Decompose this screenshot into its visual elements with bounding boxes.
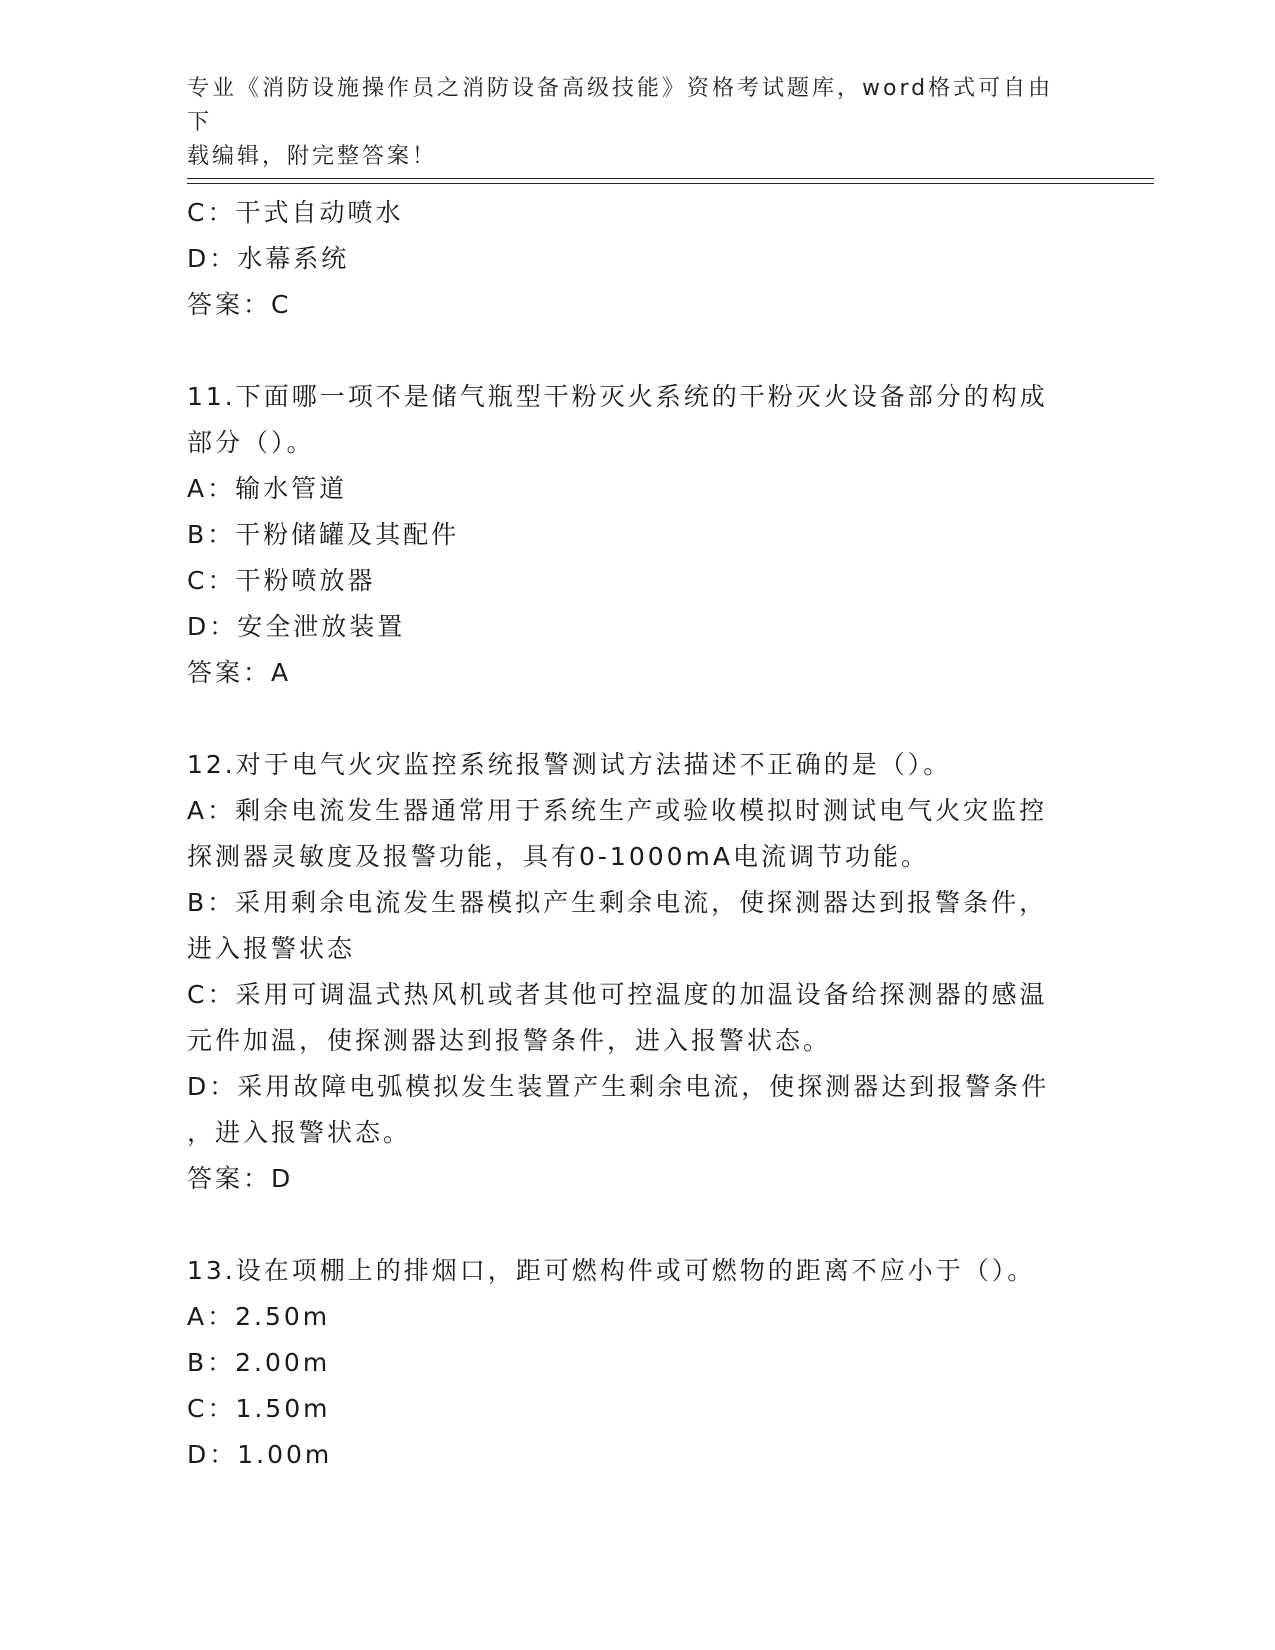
q13-stem: 13.设在项棚上的排烟口，距可燃构件或可燃物的距离不应小于（）。 xyxy=(187,1256,1036,1285)
q11-stem-line-2: 部分（）。 xyxy=(187,428,315,457)
q12-option-a-line-2: 探测器灵敏度及报警功能，具有0-1000mA电流调节功能。 xyxy=(187,842,930,871)
q12-stem: 12.对于电气火灾监控系统报警测试方法描述不正确的是（）。 xyxy=(187,750,952,779)
question-10 xyxy=(187,190,1087,328)
q13-option-d: D：1.00m xyxy=(187,1440,333,1469)
q11-answer: 答案：A xyxy=(187,658,292,687)
header-divider-top xyxy=(187,178,1154,179)
q11-option-b: B：干粉储罐及其配件 xyxy=(187,520,460,549)
q13-option-a: A：2.50m xyxy=(187,1302,331,1331)
question-content xyxy=(187,190,1087,1478)
q12-option-d-line-2: ，进入报警状态。 xyxy=(187,1118,412,1147)
q12-option-c-line-2: 元件加温，使探测器达到报警条件，进入报警状态。 xyxy=(187,1026,832,1055)
q11-option-d: D：安全泄放装置 xyxy=(187,612,406,641)
q12-option-c-line-1: C：采用可调温式热风机或者其他可控温度的加温设备给探测器的感温 xyxy=(187,980,1048,1009)
q13-option-c: C：1.50m xyxy=(187,1394,331,1423)
q12-option-b-line-2: 进入报警状态 xyxy=(187,934,356,963)
q10-option-c: C：干式自动喷水 xyxy=(187,198,404,227)
q10-option-d: D：水幕系统 xyxy=(187,244,350,273)
question-12 xyxy=(187,742,1087,1202)
q11-option-a: A：输水管道 xyxy=(187,474,348,503)
q12-option-b-line-1: B：采用剩余电流发生器模拟产生剩余电流，使探测器达到报警条件， xyxy=(187,888,1048,917)
q12-answer: 答案：D xyxy=(187,1164,294,1193)
header-line-2: 载编辑，附完整答案！ xyxy=(187,144,438,169)
q13-option-b: B：2.00m xyxy=(187,1348,331,1377)
q10-answer: 答案：C xyxy=(187,290,292,319)
q11-stem-line-1: 11.下面哪一项不是储气瓶型干粉灭火系统的干粉灭火设备部分的构成 xyxy=(187,382,1048,411)
header-line-1: 专业《消防设施操作员之消防设备高级技能》资格考试题库，word格式可自由下 xyxy=(187,76,1054,135)
question-13 xyxy=(187,1248,1087,1478)
q12-option-a-line-1: A：剩余电流发生器通常用于系统生产或验收模拟时测试电气火灾监控 xyxy=(187,796,1048,825)
document-header xyxy=(187,72,1067,174)
question-11 xyxy=(187,374,1087,696)
q12-option-d-line-1: D：采用故障电弧模拟发生装置产生剩余电流，使探测器达到报警条件 xyxy=(187,1072,1050,1101)
header-divider-bottom xyxy=(187,183,1154,184)
q11-option-c: C：干粉喷放器 xyxy=(187,566,376,595)
